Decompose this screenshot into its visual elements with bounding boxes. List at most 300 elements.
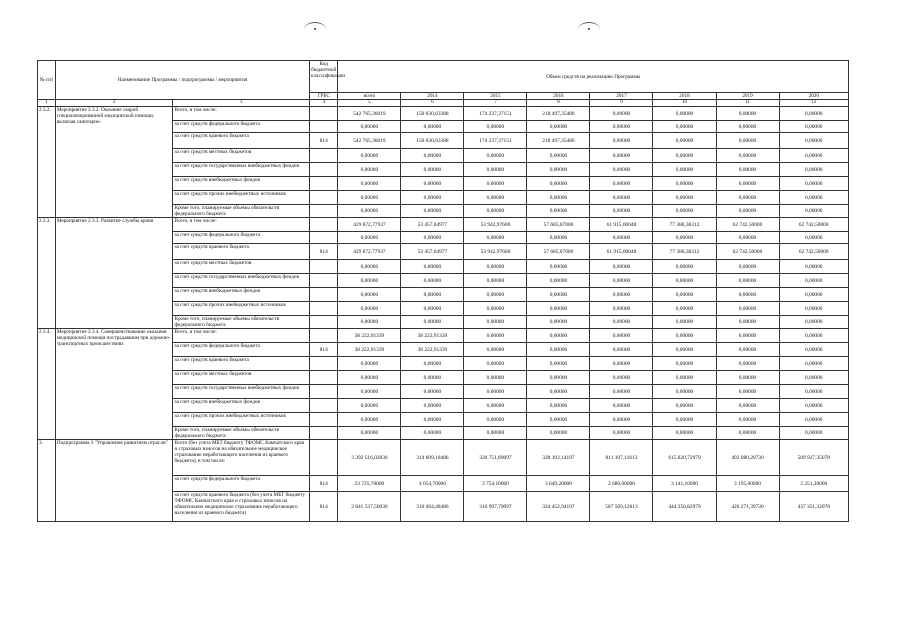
amount-year: 426 271,39730 [716, 492, 779, 522]
amount-year: 0,00000 [464, 274, 527, 288]
amount-year: 0,00000 [590, 316, 653, 329]
amount-year: 62 742,50000 [779, 218, 848, 232]
amount-total: 2 841 537,50030 [338, 492, 401, 522]
amount-year: 0,00000 [527, 260, 590, 274]
col-grbs-header: ГРБС [310, 93, 338, 100]
amount-year: 0,00000 [653, 260, 716, 274]
amount-year: 0,00000 [527, 413, 590, 427]
amount-year: 0,00000 [590, 371, 653, 385]
amount-total: 0,00000 [338, 385, 401, 399]
grbs-code [310, 288, 338, 302]
amount-total: 0,00000 [338, 232, 401, 244]
index-cell: 9 [590, 100, 653, 107]
amount-year: 0,00000 [464, 177, 527, 191]
amount-year: 0,00000 [401, 288, 464, 302]
index-cell: 11 [716, 100, 779, 107]
funding-source-label: за счет средств прочих внебюджетных источников [173, 413, 310, 427]
amount-year: 0,00000 [401, 399, 464, 413]
amount-year: 444 250,82979 [653, 492, 716, 522]
amount-year: 0,00000 [527, 288, 590, 302]
amount-total: 38 222,91339 [338, 329, 401, 343]
amount-year: 0,00000 [653, 427, 716, 440]
index-cell: 10 [653, 100, 716, 107]
grbs-code [310, 205, 338, 218]
amount-total: 542 765,36019 [338, 133, 401, 149]
amount-year: 0,00000 [716, 399, 779, 413]
funding-source-label: за счет средств государственных внебюджетных фондов [173, 163, 310, 177]
amount-year: 57 685,07000 [527, 218, 590, 232]
item-name: Мероприятие 2.3.3. Развитие службы крови [55, 218, 173, 329]
amount-year: 150 030,63388 [401, 133, 464, 149]
amount-year: 0,00000 [464, 343, 527, 357]
amount-year: 0,00000 [464, 371, 527, 385]
funding-source-label: за счет средств краевого бюджета [173, 133, 310, 149]
amount-year: 0,00000 [716, 385, 779, 399]
grbs-code [310, 177, 338, 191]
funding-source-label: за счет средств федерального бюджета [173, 343, 310, 357]
amount-year: 77 386,38312 [653, 218, 716, 232]
amount-year: 492 080,20730 [716, 440, 779, 476]
amount-year: 0,00000 [464, 357, 527, 371]
amount-year: 0,00000 [653, 343, 716, 357]
funding-source-label: за счет средств прочих внебюджетных источников [173, 302, 310, 316]
amount-year: 0,00000 [527, 205, 590, 218]
amount-year: 0,00000 [401, 260, 464, 274]
item-name: Мероприятие 2.3.2. Оказание скорой специализированной медицинской помощи, включая санитарно- [55, 107, 173, 218]
amount-year: 0,00000 [716, 371, 779, 385]
amount-year: 0,00000 [401, 205, 464, 218]
grbs-code [310, 302, 338, 316]
amount-year: 0,00000 [401, 316, 464, 329]
item-number: 2.3.4. [38, 329, 56, 440]
amount-year: 0,00000 [653, 121, 716, 133]
amount-year: 0,00000 [527, 316, 590, 329]
index-cell: 4 [310, 100, 338, 107]
punch-hole-right [578, 22, 600, 37]
grbs-code [310, 413, 338, 427]
col-year-header: 2020 [779, 93, 848, 100]
table-row [38, 107, 849, 121]
amount-year: 0,00000 [716, 191, 779, 205]
amount-year: 0,00000 [653, 413, 716, 427]
amount-year: 0,00000 [716, 302, 779, 316]
index-cell: 7 [464, 100, 527, 107]
amount-year: 53 457,64977 [401, 218, 464, 232]
amount-total: 0,00000 [338, 357, 401, 371]
amount-year: 0,00000 [779, 121, 848, 133]
amount-year: 0,00000 [590, 302, 653, 316]
funding-source-label: за счет средств местных бюджетов [173, 260, 310, 274]
amount-year: 324 452,94197 [527, 492, 590, 522]
amount-year: 0,00000 [590, 413, 653, 427]
amount-year: 218 497,35480 [527, 133, 590, 149]
amount-year: 0,00000 [653, 302, 716, 316]
amount-year: 0,00000 [716, 232, 779, 244]
funding-source-label: Кроме того, планируемые объемы обязательств федерального бюджета [173, 316, 310, 329]
amount-year: 0,00000 [716, 343, 779, 357]
table-row [38, 440, 849, 476]
amount-year: 0,00000 [716, 288, 779, 302]
amount-year: 0,00000 [401, 371, 464, 385]
grbs-code [310, 163, 338, 177]
grbs-code [310, 191, 338, 205]
amount-year: 38 222,91339 [401, 329, 464, 343]
funding-source-label: за счет средств краевого бюджета [173, 244, 310, 260]
amount-year: 0,00000 [464, 232, 527, 244]
funding-source-label: Всего, в том числе: [173, 107, 310, 121]
amount-year: 0,00000 [653, 357, 716, 371]
amount-year: 0,00000 [716, 357, 779, 371]
amount-year: 174 237,37151 [464, 107, 527, 121]
amount-year: 0,00000 [527, 343, 590, 357]
col-year-header: 2018 [653, 93, 716, 100]
grbs-code [310, 149, 338, 163]
amount-year: 53 457,64977 [401, 244, 464, 260]
grbs-code [310, 274, 338, 288]
amount-year: 509 927,35078 [779, 440, 848, 476]
amount-year: 0,00000 [779, 329, 848, 343]
amount-year: 0,00000 [779, 260, 848, 274]
amount-year: 0,00000 [653, 329, 716, 343]
amount-year: 4 054,70000 [401, 476, 464, 492]
amount-total: 0,00000 [338, 288, 401, 302]
amount-year: 0,00000 [779, 302, 848, 316]
amount-total: 0,00000 [338, 413, 401, 427]
amount-year: 0,00000 [590, 329, 653, 343]
amount-year: 0,00000 [779, 149, 848, 163]
amount-year: 0,00000 [779, 274, 848, 288]
col-year-header: 2017 [590, 93, 653, 100]
col-code-header: Код бюджетной классификации [310, 61, 338, 93]
amount-year: 57 685,07000 [527, 244, 590, 260]
amount-year: 0,00000 [779, 343, 848, 357]
amount-year: 0,00000 [527, 357, 590, 371]
amount-total: 0,00000 [338, 260, 401, 274]
amount-year: 0,00000 [527, 121, 590, 133]
amount-year: 0,00000 [401, 149, 464, 163]
amount-year: 0,00000 [527, 191, 590, 205]
amount-year: 2 680,60000 [590, 476, 653, 492]
amount-year: 0,00000 [716, 163, 779, 177]
item-number: 3. [38, 440, 56, 522]
amount-year: 174 237,37151 [464, 133, 527, 149]
index-cell: 12 [779, 100, 848, 107]
col-year-header: 2015 [464, 93, 527, 100]
amount-year: 0,00000 [590, 232, 653, 244]
column-index-row [38, 100, 849, 107]
grbs-code: 814 [310, 343, 338, 357]
amount-year: 0,00000 [716, 205, 779, 218]
amount-total: 0,00000 [338, 121, 401, 133]
amount-total: 429 872,77937 [338, 244, 401, 260]
amount-year: 0,00000 [653, 149, 716, 163]
amount-year: 0,00000 [590, 288, 653, 302]
amount-year: 0,00000 [653, 191, 716, 205]
grbs-code [310, 232, 338, 244]
funding-source-label: за счет средств федерального бюджета [173, 232, 310, 244]
amount-year: 218 497,35480 [527, 107, 590, 121]
amount-year: 0,00000 [464, 385, 527, 399]
amount-year: 0,00000 [716, 177, 779, 191]
amount-year: 320 751,89097 [464, 440, 527, 476]
amount-total: 0,00000 [338, 371, 401, 385]
funding-source-label: Всего, в том числе: [173, 329, 310, 343]
punch-holes [0, 22, 905, 42]
amount-year: 587 569,12613 [590, 492, 653, 522]
amount-year: 3 754,10000 [464, 476, 527, 492]
amount-year: 0,00000 [590, 274, 653, 288]
amount-year: 0,00000 [779, 427, 848, 440]
amount-year: 0,00000 [716, 329, 779, 343]
item-name: Подпрограмма 3 "Управление развитием отрасли" [55, 440, 173, 522]
amount-year: 0,00000 [590, 107, 653, 121]
amount-year: 0,00000 [590, 121, 653, 133]
amount-year: 0,00000 [401, 163, 464, 177]
amount-year: 0,00000 [464, 316, 527, 329]
amount-year: 0,00000 [779, 205, 848, 218]
amount-year: 0,00000 [464, 260, 527, 274]
amount-year: 0,00000 [401, 302, 464, 316]
funding-source-label: за счет средств государственных внебюджетных фондов [173, 274, 310, 288]
amount-year: 0,00000 [464, 399, 527, 413]
amount-year: 0,00000 [527, 163, 590, 177]
amount-total: 3 392 516,02030 [338, 440, 401, 476]
grbs-code: 814 [310, 244, 338, 260]
amount-year: 0,00000 [590, 191, 653, 205]
amount-year: 0,00000 [527, 427, 590, 440]
amount-total: 0,00000 [338, 399, 401, 413]
amount-year: 0,00000 [779, 133, 848, 149]
grbs-code: 814 [310, 492, 338, 522]
grbs-code [310, 427, 338, 440]
amount-year: 3 649,20000 [527, 476, 590, 492]
amount-year: 0,00000 [653, 107, 716, 121]
funding-source-label: за счет средств государственных внебюджетных фондов [173, 385, 310, 399]
amount-year: 3 251,20000 [779, 476, 848, 492]
amount-year: 0,00000 [779, 385, 848, 399]
funding-source-label: Всего (без учета МБТ бюджету ТФОМС Камчатского края и страховых взносов на обязательное медицинское страхование неработающего населения из краевого бюджета), в том числе: [173, 440, 310, 476]
amount-year: 0,00000 [464, 302, 527, 316]
amount-total: 0,00000 [338, 149, 401, 163]
funding-source-label: за счет средств федерального бюджета [173, 476, 310, 492]
amount-year: 0,00000 [653, 288, 716, 302]
amount-year: 62 742,50000 [716, 244, 779, 260]
amount-year: 0,00000 [527, 302, 590, 316]
grbs-code [310, 218, 338, 232]
amount-total: 0,00000 [338, 191, 401, 205]
amount-year: 310 464,48486 [401, 492, 464, 522]
col-year-header: 2016 [527, 93, 590, 100]
amount-year: 0,00000 [779, 413, 848, 427]
amount-year: 0,00000 [464, 163, 527, 177]
amount-total: 0,00000 [338, 205, 401, 218]
amount-year: 0,00000 [653, 385, 716, 399]
grbs-code [310, 399, 338, 413]
funding-source-label: за счет средств внебюджетных фондов [173, 177, 310, 191]
amount-year: 0,00000 [779, 163, 848, 177]
amount-year: 77 386,38312 [653, 244, 716, 260]
grbs-code [310, 316, 338, 329]
table-row [38, 218, 849, 232]
amount-total: 0,00000 [338, 427, 401, 440]
amount-year: 0,00000 [527, 149, 590, 163]
amount-year: 0,00000 [590, 149, 653, 163]
amount-year: 0,00000 [464, 149, 527, 163]
funding-source-label: Всего, в том числе: [173, 218, 310, 232]
amount-year: 0,00000 [401, 177, 464, 191]
amount-year: 0,00000 [716, 413, 779, 427]
funding-source-label: за счет средств краевого бюджета (без учета МБТ бюджету ТФОМС Камчатского края и страховых взносов на обязательное медицинское страхование неработающего населения из краевого бюджета) [173, 492, 310, 522]
amount-year: 0,00000 [464, 427, 527, 440]
amount-total: 0,00000 [338, 177, 401, 191]
amount-total: 0,00000 [338, 316, 401, 329]
grbs-code: 814 [310, 133, 338, 149]
amount-year: 437 351,32078 [779, 492, 848, 522]
amount-year: 0,00000 [590, 260, 653, 274]
funding-source-label: за счет средств краевого бюджета [173, 357, 310, 371]
amount-year: 0,00000 [779, 399, 848, 413]
col-volume-header: Объем средств на реализацию Программы [338, 61, 849, 93]
amount-year: 0,00000 [716, 316, 779, 329]
amount-year: 0,00000 [464, 121, 527, 133]
amount-year: 0,00000 [527, 385, 590, 399]
index-cell: 1 [38, 100, 56, 107]
amount-year: 0,00000 [527, 329, 590, 343]
amount-year: 0,00000 [401, 385, 464, 399]
amount-year: 0,00000 [653, 177, 716, 191]
amount-year: 0,00000 [779, 232, 848, 244]
grbs-code: 814 [310, 476, 338, 492]
amount-year: 0,00000 [716, 121, 779, 133]
item-name: Мероприятие 2.3.4. Совершенствование оказания медицинской помощи пострадавшим при дорожно-транспортных происшествиях [55, 329, 173, 440]
amount-year: 615 820,72979 [653, 440, 716, 476]
amount-year: 0,00000 [527, 177, 590, 191]
amount-year: 0,00000 [590, 133, 653, 149]
amount-year: 61 915,00048 [590, 244, 653, 260]
amount-year: 0,00000 [527, 399, 590, 413]
funding-source-label: за счет средств федерального бюджета [173, 121, 310, 133]
amount-year: 0,00000 [590, 427, 653, 440]
col-total-header: всего [338, 93, 401, 100]
amount-year: 0,00000 [590, 205, 653, 218]
punch-hole-left [304, 22, 326, 37]
col-name-header: Наименование Программы / подпрограммы / мероприятия [55, 61, 309, 100]
amount-year: 0,00000 [401, 413, 464, 427]
amount-year: 0,00000 [779, 288, 848, 302]
amount-year: 0,00000 [653, 371, 716, 385]
amount-year: 0,00000 [401, 427, 464, 440]
amount-year: 3 141,10000 [653, 476, 716, 492]
amount-year: 0,00000 [653, 163, 716, 177]
amount-total: 542 765,36019 [338, 107, 401, 121]
funding-source-label: за счет средств внебюджетных фондов [173, 288, 310, 302]
amount-year: 0,00000 [653, 399, 716, 413]
program-funding-table [37, 60, 849, 522]
amount-year: 0,00000 [779, 357, 848, 371]
amount-year: 3 195,00000 [716, 476, 779, 492]
amount-year: 0,00000 [464, 413, 527, 427]
amount-year: 0,00000 [401, 274, 464, 288]
table-body [38, 107, 849, 522]
amount-year: 0,00000 [590, 357, 653, 371]
amount-year: 38 222,91339 [401, 343, 464, 357]
amount-year: 0,00000 [653, 316, 716, 329]
amount-year: 0,00000 [779, 177, 848, 191]
index-cell: 8 [527, 100, 590, 107]
amount-year: 0,00000 [527, 232, 590, 244]
grbs-code [310, 329, 338, 343]
grbs-code [310, 440, 338, 476]
amount-year: 62 742,50000 [779, 244, 848, 260]
amount-year: 0,00000 [716, 149, 779, 163]
col-no-header: № п/п [38, 61, 56, 100]
index-cell: 2 [55, 100, 173, 107]
amount-year: 53 942,97600 [464, 244, 527, 260]
amount-year: 0,00000 [779, 107, 848, 121]
amount-year: 0,00000 [527, 274, 590, 288]
amount-year: 0,00000 [401, 232, 464, 244]
amount-year: 0,00000 [716, 427, 779, 440]
amount-year: 0,00000 [653, 133, 716, 149]
amount-year: 314 609,18486 [401, 440, 464, 476]
amount-year: 0,00000 [464, 191, 527, 205]
index-cell: 6 [401, 100, 464, 107]
amount-year: 0,00000 [716, 133, 779, 149]
funding-source-label: за счет средств внебюджетных фондов [173, 399, 310, 413]
amount-year: 0,00000 [716, 107, 779, 121]
amount-year: 0,00000 [590, 177, 653, 191]
index-cell: 5 [338, 100, 401, 107]
grbs-code [310, 260, 338, 274]
amount-year: 0,00000 [716, 274, 779, 288]
funding-source-label: за счет средств прочих внебюджетных источников [173, 191, 310, 205]
amount-total: 23 725,70000 [338, 476, 401, 492]
col-year-header: 2019 [716, 93, 779, 100]
amount-year: 61 915,00048 [590, 218, 653, 232]
amount-year: 0,00000 [653, 205, 716, 218]
amount-total: 0,00000 [338, 274, 401, 288]
col-year-header: 2014 [401, 93, 464, 100]
amount-year: 0,00000 [401, 121, 464, 133]
amount-year: 62 742,50000 [716, 218, 779, 232]
grbs-code [310, 357, 338, 371]
amount-total: 0,00000 [338, 163, 401, 177]
amount-year: 0,00000 [464, 205, 527, 218]
amount-total: 38 222,91339 [338, 343, 401, 357]
funding-source-label: за счет средств местных бюджетов [173, 371, 310, 385]
amount-year: 0,00000 [590, 343, 653, 357]
amount-year: 150 030,63388 [401, 107, 464, 121]
grbs-code [310, 385, 338, 399]
grbs-code [310, 371, 338, 385]
index-cell: 3 [173, 100, 310, 107]
amount-total: 429 872,77937 [338, 218, 401, 232]
amount-year: 0,00000 [779, 371, 848, 385]
amount-year: 0,00000 [401, 191, 464, 205]
item-number: 2.3.2. [38, 107, 56, 218]
funding-source-label: Кроме того, планируемые объемы обязательств федерального бюджета [173, 427, 310, 440]
grbs-code [310, 121, 338, 133]
amount-year: 0,00000 [590, 399, 653, 413]
amount-year: 0,00000 [653, 232, 716, 244]
amount-year: 328 102,14197 [527, 440, 590, 476]
amount-year: 316 997,79097 [464, 492, 527, 522]
amount-year: 0,00000 [590, 163, 653, 177]
amount-year: 0,00000 [401, 357, 464, 371]
amount-year: 0,00000 [779, 191, 848, 205]
amount-year: 0,00000 [779, 316, 848, 329]
amount-year: 0,00000 [716, 260, 779, 274]
